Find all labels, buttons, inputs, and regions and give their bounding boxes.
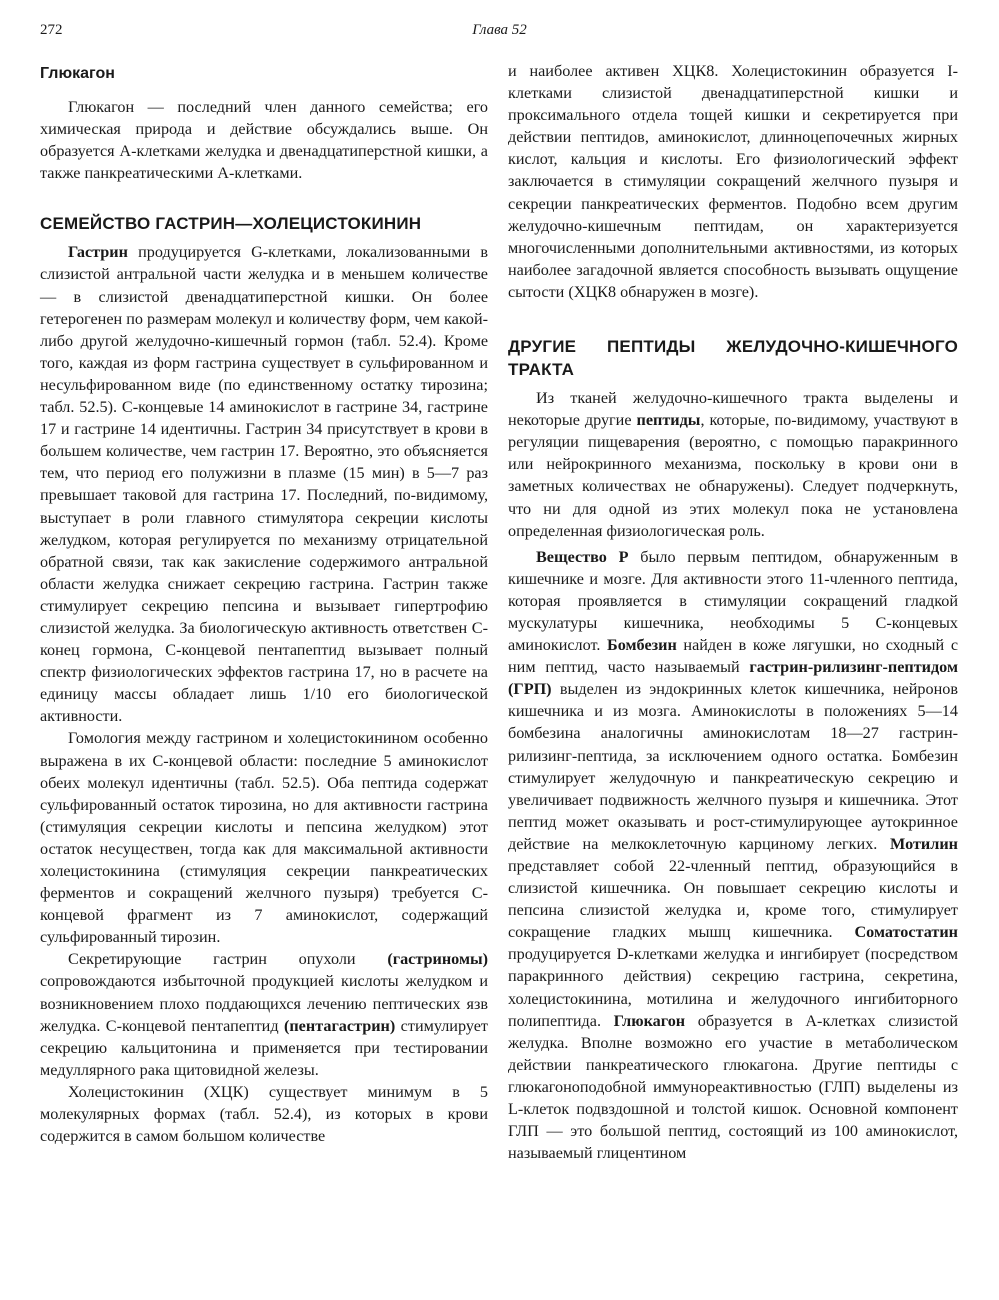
other-peptides-paragraph: Из тканей желудочно-кишечного тракта выделены и некоторые другие пептиды, которые, по-видимому, участвуют в регуляции пищеварения (вероятно, с помощью паракринного или нейрокринного механизма, поскольку в крови они в заметных количествах не обнаружены). Следует подчеркнуть, что ни для одной из этих молекул пока не установлена определенная физиологическая роль. bbox=[508, 389, 959, 540]
term-glucagon: Глюкагон bbox=[613, 1011, 686, 1030]
term-substance-p: Вещество Р bbox=[536, 547, 629, 566]
page-number: 272 bbox=[40, 22, 63, 38]
term-somatostatin: Соматостатин bbox=[854, 923, 958, 942]
left-column bbox=[40, 60, 488, 1147]
cck-paragraph: Холецистокинин (ХЦК) существует минимум в 5 молекулярных формах (табл. 52.4), из которых в крови содержится в самом большом количестве bbox=[40, 1082, 488, 1146]
homology-paragraph: Гомология между гастрином и холецистокинином особенно выражена в их С-концевой области: последние 5 аминокислот обеих молекул идентичны (табл. 52.5). Оба пептида содержат сульфированный остаток тирозина, но для активности гастрина (стимуляция секреции кислоты и пепсина желудком) этот остаток несуществен, тогда как для максимальной активности холецистокинина (стимуляция секреции панкреатических ферментов и сокращений желчного пузыря) требуется С-концевой фрагмент из 7 аминокислот, содержащий сульфированный тирозин. bbox=[40, 729, 488, 947]
gastrinoma-paragraph: Секретирующие гастрин опухоли (гастриномы) сопровождаются избыточной продукцией кислоты желудком и возникновением плохо поддающихся лечению пептических язв желудка. С-концевой пентапептид (пентагастрин) стимулирует секрецию кальцитонина и применяется при тестировании медуллярного рака щитовидной железы. bbox=[40, 950, 488, 1079]
term-motilin: Мотилин bbox=[890, 834, 958, 853]
term-pentagastrin: (пентагастрин) bbox=[283, 1016, 396, 1035]
other-peptides-section-heading: ДРУГИЕ ПЕПТИДЫ ЖЕЛУДОЧНО-КИШЕЧНОГО ТРАКТА bbox=[508, 337, 958, 380]
chapter-title: Глава 52 bbox=[472, 22, 527, 38]
substance-p-paragraph: Вещество Р было первым пептидом, обнаруженным в кишечнике и мозге. Для активности этого 11-членного пептида, которая проявляется в стимуляции сокращений гладкой мускулатуры кишечника, необходимы 5 С-концевых аминокислот. Бомбезин найден в коже лягушки, но сходный с ним пептид, часто называемый гастрин-рилизинг-пептидом (ГРП) выделен из эндокринных клеток кишечника, нейронов кишечника и из мозга. Аминокислоты в положениях 5—14 бомбезина аналогичны аминокислотам 18—27 гастрин-рилизинг-пептида, за исключением одного остатка. Бомбезин стимулирует желудочную и панкреатическую секрецию и увеличивает подвижность желчного пузыря и кишечника. Этот пептид может оказывать и рост-стимулирующее аутокринное действие на мелкоклеточную карциному легких. Мотилин представляет собой 22-членный пептид, образующийся в слизистой кишечника. Он повышает секрецию кислоты и пепсина слизистой желудка и, кроме того, стимулирует сокращение гладких мышц кишечника. Соматостатин продуцируется D-клетками желудка и ингибирует (посредством паракринного действия) секрецию гастрина, секретина, холецистокинина, мотилина и желудочного ингибиторного полипептида. Глюкагон образуется в А-клетках слизистой желудка. Вполне возможно его участие в метаболическом действии панкреатического глюкагона. Другие пептиды с глюкагоноподобной иммунореактивностью (ГЛП) выделены из L-клеток подвздошной и толстой кишок. Основной компонент ГЛП — это большой пептид, состоящий из 100 аминокислот, называемый глицентином bbox=[508, 547, 959, 1163]
glucagon-paragraph: Глюкагон — последний член данного семейства; его химическая природа и действие обсуждались выше. Он образуется А-клетками желудка и двенадцатиперстной кишки, а также панкреатическими А-клетками. bbox=[40, 98, 488, 183]
right-column bbox=[508, 60, 958, 1164]
running-head bbox=[40, 22, 959, 46]
term-gastrinoma: (гастриномы) bbox=[387, 950, 488, 969]
term-gastrin: Гастрин bbox=[68, 243, 128, 262]
gastrin-paragraph: Гастрин продуцируется G-клетками, локализованными в слизистой антральной части желудка и в меньшем количестве — в слизистой двенадцатиперстной кишки. Он более гетерогенен по размерам молекул и количеству форм, чем какой-либо другой желудочно-кишечный гормон (табл. 52.4). Кроме того, каждая из форм гастрина существует в сульфированном и несульфированном виде (по единственному остатку тирозина; табл. 52.5). С-концевые 14 аминокислот в гастрине 34, гастрине 17 и гастрине 14 идентичны. Гастрин 34 присутствует в крови в большем количестве, чем гастрин 17. Вероятно, это объясняется тем, что период его полужизни в плазме (15 мин) в 5—7 раз превышает таковой для гастрина 17. Последний, по-видимому, выступает в роли главного стимулятора секреции кислоты желудком, которая регулируется по механизму отрицательной обратной связи, так как закисление содержимого антральной области желудка снижает секрецию гастрина. Гастрин также стимулирует секрецию пепсина и вызывает гипертрофию слизистой желудка. За биологическую активность ответствен С-конец гормона, С-концевой пентапептид вызывает полный спектр физиологических эффектов гастрина 17, но в расчете на единицу массы обладает лишь 1/10 его биологической активности. bbox=[40, 243, 488, 726]
glucagon-heading: Глюкагон bbox=[40, 65, 115, 82]
term-grp: гастрин-рилизинг-пептидом (ГРП) bbox=[508, 658, 958, 699]
cck-continued-paragraph: и наиболее активен ХЦК8. Холецистокинин образуется I-клетками слизистой двенадцатиперстной кишки и проксимального отдела тощей кишки и секретируется при действии пептидов, аминокислот, длинноцепочечных жирных кислот, кальция и кислоты. Его физиологический эффект заключается в стимуляции сокращений желчного пузыря и секреции панкреатических ферментов. Подобно всем другим желудочно-кишечным пептидам, он характеризуется многочисленными дополнительными активностями, из которых наиболее загадочной является способность вызывать ощущение сытости (ХЦК8 обнаружен в мозге). bbox=[508, 62, 958, 301]
term-peptides: пептиды bbox=[636, 411, 701, 430]
term-bombesin: Бомбезин bbox=[607, 636, 677, 655]
gastrin-cck-section-heading: СЕМЕЙСТВО ГАСТРИН—ХОЛЕЦИСТОКИНИН bbox=[40, 214, 422, 234]
